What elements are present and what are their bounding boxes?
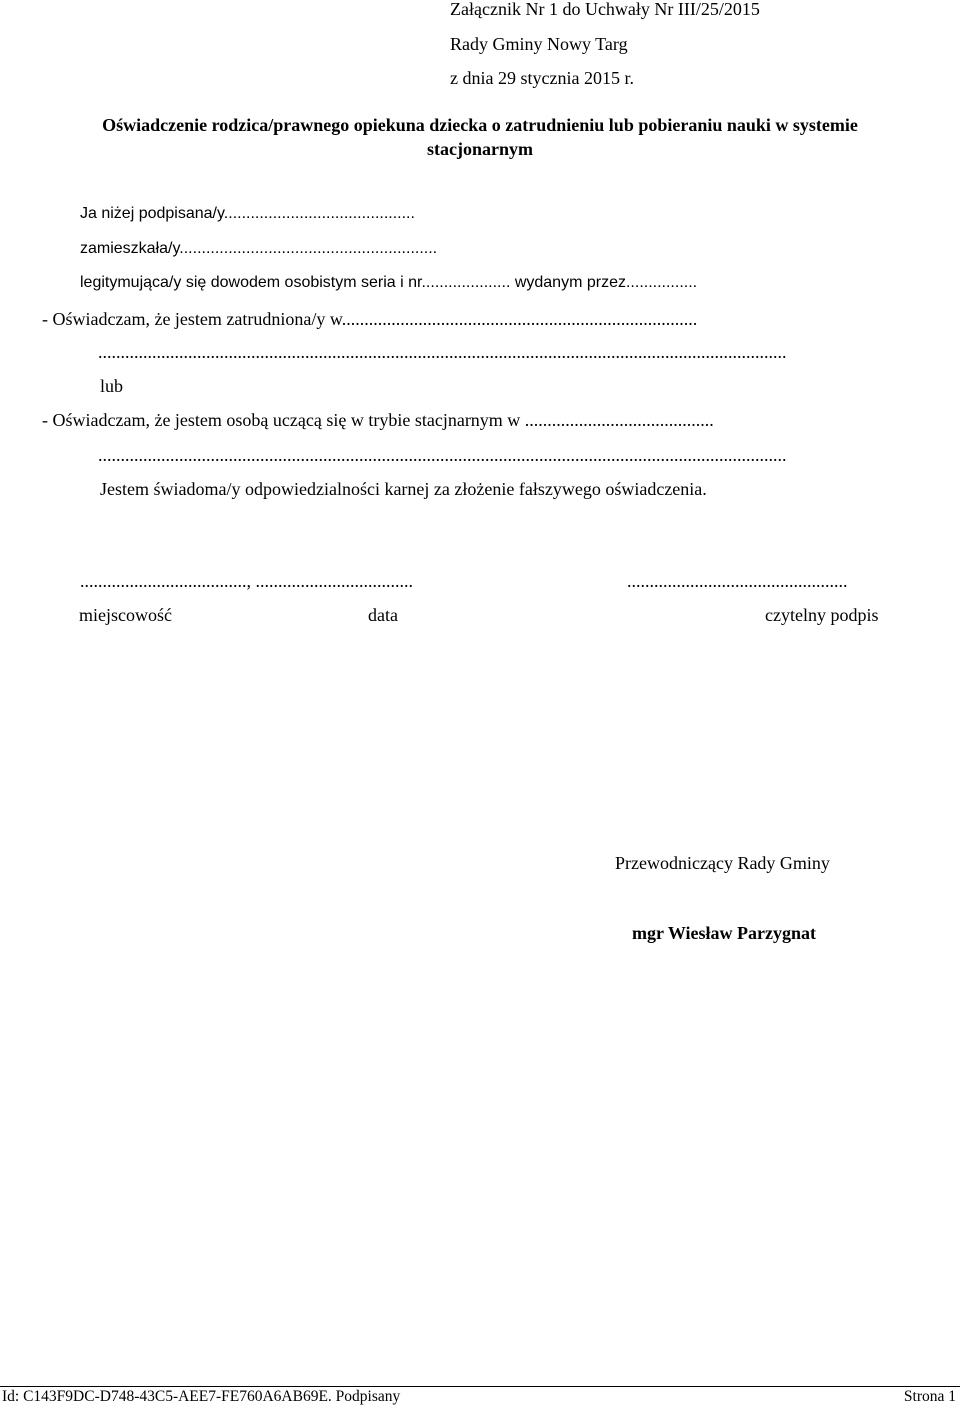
attachment-header-line-1: Załącznik Nr 1 do Uchwały Nr III/25/2015	[450, 0, 760, 19]
name-field-line: Ja niżej podpisana/y...........................................	[80, 205, 415, 222]
place-label: miejscowość	[79, 605, 172, 625]
signature-label: czytelny podpis	[765, 605, 879, 625]
footer-page-number: Strona 1	[903, 1388, 956, 1405]
student-statement-line: - Oświadczam, że jestem osobą uczącą się w trybie stacjnarnym w ..........................................	[42, 410, 714, 430]
attachment-header-line-2: Rady Gminy Nowy Targ	[450, 34, 628, 54]
address-field-line: zamieszkała/y..........................................................	[80, 240, 438, 257]
employment-statement-line: - Oświadczam, że jestem zatrudniona/y w...............................................................................	[42, 309, 698, 329]
document-title-line-2: stacjonarnym	[427, 139, 533, 159]
document-title-line-1: Oświadczenie rodzica/prawnego opiekuna dziecka o zatrudnieniu lub pobieraniu nauki w systemie	[102, 115, 858, 135]
place-date-dotted-line: ....................................., ...................................	[80, 571, 413, 591]
chairman-name: mgr Wiesław Parzygnat	[632, 923, 816, 943]
footer-document-id: Id: C143F9DC-D748-43C5-AEE7-FE760A6AB69E. Podpisany	[2, 1388, 401, 1405]
footer-divider	[0, 1386, 960, 1387]
attachment-header-line-3: z dnia 29 stycznia 2015 r.	[450, 68, 634, 88]
or-separator: lub	[100, 376, 124, 396]
employment-statement-continuation: .........................................................................................................................................................	[98, 342, 787, 362]
chairman-role: Przewodniczący Rady Gminy	[615, 853, 830, 873]
id-document-field-line: legitymująca/y się dowodem osobistym seria i nr.................... wydanym przez................	[80, 274, 698, 291]
date-label: data	[368, 605, 398, 625]
liability-statement: Jestem świadoma/y odpowiedzialności karnej za złożenie fałszywego oświadczenia.	[100, 479, 707, 499]
student-statement-continuation: .........................................................................................................................................................	[98, 445, 787, 465]
signature-dotted-line: .................................................	[627, 571, 848, 591]
